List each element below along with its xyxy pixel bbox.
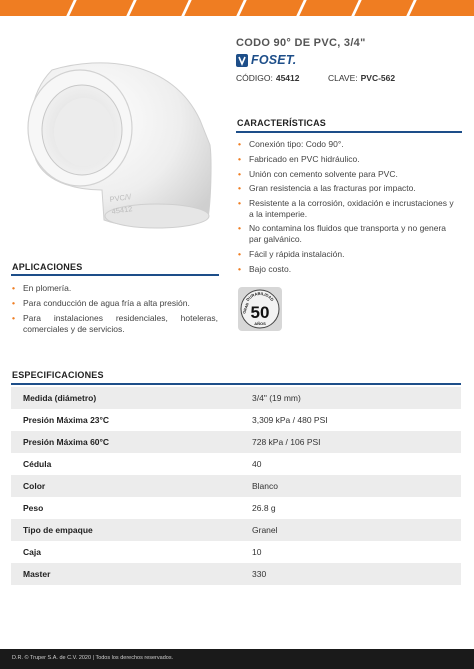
spec-label: Color	[23, 481, 46, 491]
feature-item: • Conexión tipo: Codo 90°.	[238, 139, 458, 150]
spec-label: Master	[23, 569, 51, 579]
banner-divider	[296, 0, 306, 16]
table-row	[11, 475, 461, 497]
table-row	[11, 431, 461, 453]
table-row	[11, 519, 461, 541]
code-value: 45412	[275, 73, 300, 83]
table-row	[11, 563, 461, 585]
features-title: CARACTERÍSTICAS	[237, 118, 327, 128]
application-item: • Para conducción de agua fría a alta presión.	[12, 298, 218, 309]
table-row	[11, 453, 461, 475]
feature-item: • Gran resistencia a las fracturas por impacto.	[238, 183, 458, 194]
spec-value: Granel	[252, 525, 278, 535]
spec-label: Peso	[23, 503, 44, 513]
spec-label: Cédula	[23, 459, 52, 469]
banner-divider	[66, 0, 76, 16]
banner-divider	[406, 0, 416, 16]
spec-label: Presión Máxima 60°C	[23, 437, 110, 447]
brand-name: FOSET.	[251, 53, 297, 67]
badge-number: 50	[250, 303, 270, 322]
banner-divider	[126, 0, 136, 16]
clave-value: PVC-562	[360, 73, 396, 83]
spec-label: Tipo de empaque	[23, 525, 93, 535]
spec-value: 330	[252, 569, 267, 579]
banner-divider	[181, 0, 191, 16]
feature-item: • Resistente a la corrosión, oxidación e incrustaciones y a la intemperie.	[238, 198, 458, 219]
application-item: • En plomería.	[12, 283, 218, 294]
feature-item: • No contamina los fluidos que transporta y no genera par galvánico.	[238, 223, 458, 244]
spec-label: Presión Máxima 23°C	[23, 415, 110, 425]
applications-title: APLICACIONES	[12, 262, 83, 272]
spec-value: 40	[252, 459, 262, 469]
features-list	[238, 139, 458, 278]
spec-value: 728 kPa / 106 PSI	[252, 437, 321, 447]
badge-bottom-text: AÑOS	[254, 321, 266, 326]
spec-value: 3,309 kPa / 480 PSI	[252, 415, 328, 425]
specs-title: ESPECIFICACIONES	[12, 370, 104, 380]
specs-divider	[11, 383, 461, 385]
brand-mark-icon	[236, 54, 248, 67]
code-label: CÓDIGO:	[236, 73, 273, 83]
feature-item: • Unión con cemento solvente para PVC.	[238, 169, 458, 180]
applications-divider	[11, 274, 219, 276]
applications-list	[12, 283, 218, 339]
spec-value: Blanco	[252, 481, 278, 491]
banner-divider	[236, 0, 246, 16]
feature-item: • Bajo costo.	[238, 264, 458, 275]
footer-copyright: D.R. © Truper S.A. de C.V. 2020 | Todos los derechos reservados.	[12, 655, 174, 661]
application-item: • Para instalaciones residenciales, hoteleras, comerciales y de servicios.	[12, 313, 218, 334]
badge-left-text: GRAN	[242, 302, 250, 315]
image-marking-material: PVC/\/	[109, 192, 132, 204]
image-marking-code: 45412	[111, 204, 133, 216]
table-row	[11, 409, 461, 431]
product-codes	[236, 73, 396, 83]
spec-value: 26.8 g	[252, 503, 276, 513]
brand-logo	[236, 53, 296, 67]
product-image-pvc-elbow	[22, 50, 222, 235]
feature-item: • Fácil y rápida instalación.	[238, 249, 458, 260]
table-row	[11, 387, 461, 409]
feature-item: • Fabricado en PVC hidráulico.	[238, 154, 458, 165]
table-row	[11, 541, 461, 563]
table-row	[11, 497, 461, 519]
spec-value: 3/4" (19 mm)	[252, 393, 301, 403]
footer	[0, 649, 474, 669]
durability-badge	[238, 287, 282, 331]
spec-value: 10	[252, 547, 262, 557]
top-banner	[0, 0, 474, 16]
product-title: CODO 90° DE PVC, 3/4"	[236, 37, 366, 49]
features-divider	[236, 131, 462, 133]
clave-label: CLAVE:	[328, 73, 358, 83]
badge-top-text: DURABILIDAD	[245, 290, 275, 303]
clave-group	[328, 73, 395, 83]
banner-divider	[351, 0, 361, 16]
spec-label: Caja	[23, 547, 41, 557]
spec-label: Medida (diámetro)	[23, 393, 97, 403]
specs-table	[11, 387, 461, 585]
